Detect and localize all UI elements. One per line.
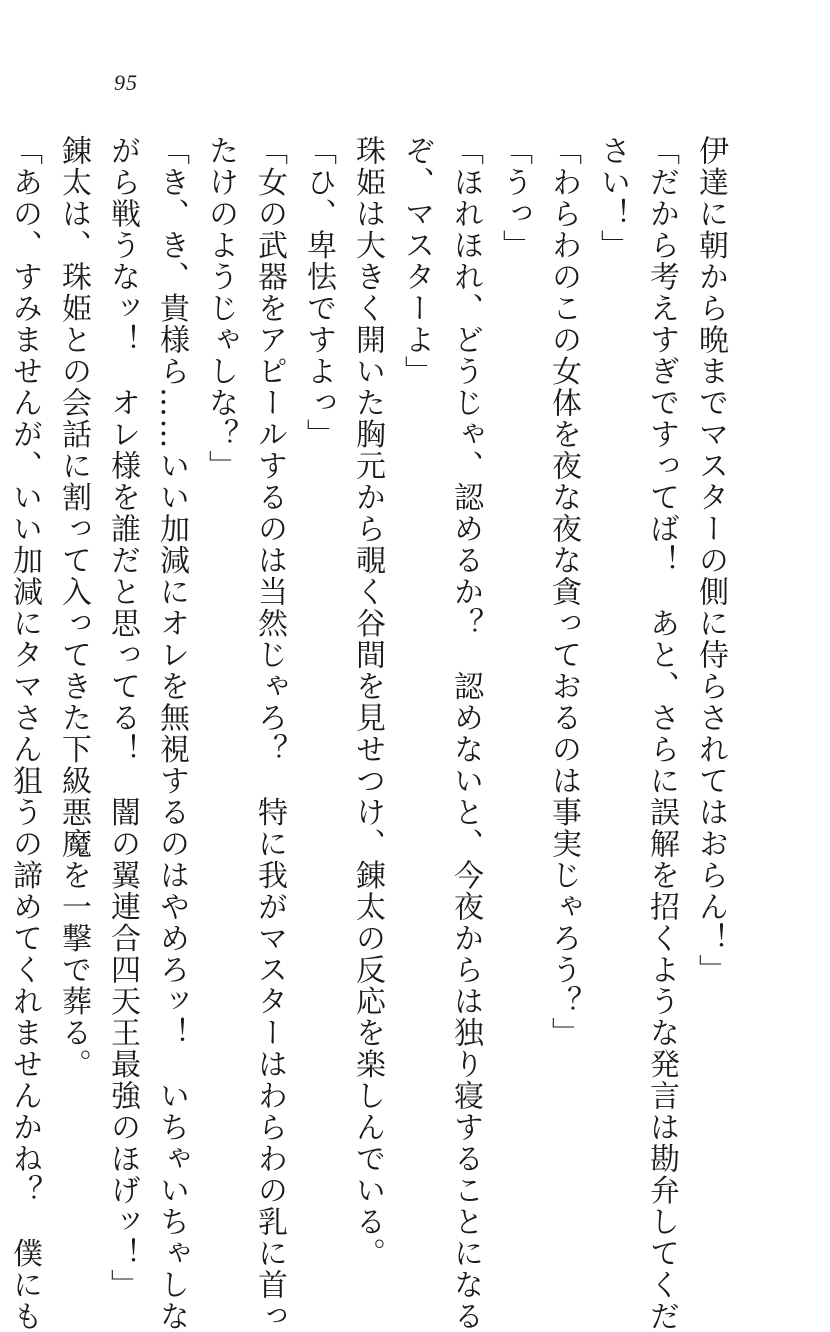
text-line: 「だから考えすぎですってば！ あと、さらに誤解を招くような発言は勘弁してくだ [644,135,679,1332]
text-line: がら戦うなッ！ オレ様を誰だと思ってる！ 闇の翼連合四天王最強のほげッ！」 [105,135,140,1301]
text-line: 「あの、すみませんが、いい加減にタマさん狙うの諦めてくれませんかね？ 僕にも [7,135,42,1332]
text-line: 錬太は、珠姫との会話に割って入ってきた下級悪魔を一撃で葬る。 [56,135,91,1080]
text-line: 「ひ、卑怯ですよっ」 [301,135,336,450]
text-line: 「女の武器をアピールするのは当然じゃろ？ 特に我がマスターはわらわの乳に首っ [252,135,287,1332]
page-number: 95 [114,70,138,95]
vertical-text-body [0,135,735,1332]
text-line: 「うっ」 [497,135,532,261]
text-line: 「わらわのこの女体を夜な夜な貪っておるのは事実じゃろう？」 [546,135,581,1049]
text-line: 伊達に朝から晩までマスターの側に侍らされてはおらん！」 [693,135,728,986]
text-line: ぞ、マスターよ」 [399,135,434,387]
text-line: 「き、き、貴様ら……いい加減にオレを無視するのはやめろッ！ いちゃいちゃしな [154,135,189,1332]
text-line: 珠姫は大きく開いた胸元から覗く谷間を見せつけ、錬太の反応を楽しんでいる。 [350,135,385,1269]
text-line: さい！」 [595,135,630,261]
text-line: たけのようじゃしな？」 [203,135,238,482]
text-line: 「ほれほれ、どうじゃ、認めるか？ 認めないと、今夜からは独り寝することになる [448,135,483,1332]
